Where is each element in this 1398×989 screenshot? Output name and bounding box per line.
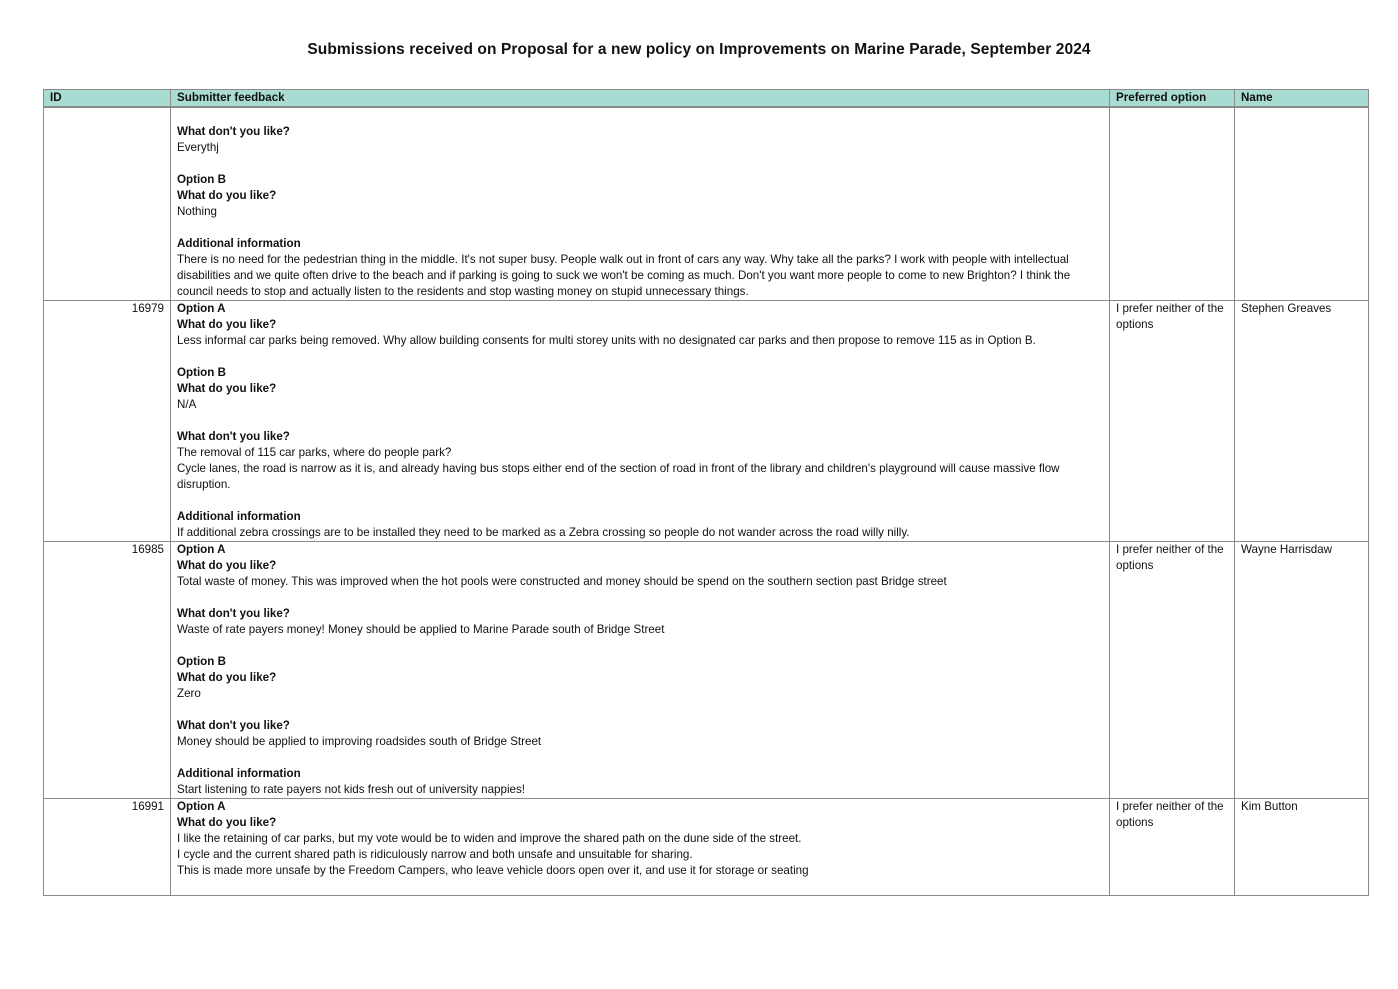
- preferred-option: [1110, 107, 1235, 301]
- table-header-row: [44, 90, 1369, 108]
- feedback-text: Waste of rate payers money! Money should be applied to Marine Parade south of Bridge Street: [177, 623, 665, 636]
- feedback-spacer: [177, 108, 1103, 124]
- feedback-text: Total waste of money. This was improved when the hot pools were constructed and money should be spend on the southern section past Bridge street: [177, 575, 947, 588]
- submission-id: 16985: [44, 542, 171, 799]
- submissions-table: [43, 89, 1369, 896]
- submitter-feedback: [171, 799, 1110, 896]
- feedback-text: Less informal car parks being removed. Why allow building consents for multi storey units with no designated car parks and then propose to remove 115 as in Option B.: [177, 334, 1036, 347]
- feedback-heading: Additional information: [177, 767, 301, 780]
- column-header-name: Name: [1235, 90, 1369, 108]
- feedback-heading: What don't you like?: [177, 607, 290, 620]
- feedback-heading: What do you like?: [177, 382, 277, 395]
- feedback-heading: Option A: [177, 543, 226, 556]
- submitter-feedback: [171, 542, 1110, 799]
- feedback-spacer: [177, 493, 1103, 509]
- table-row: [44, 542, 1369, 799]
- table-body: [44, 107, 1369, 896]
- feedback-heading: Option B: [177, 173, 226, 186]
- feedback-spacer: [177, 413, 1103, 429]
- feedback-heading: Option A: [177, 302, 226, 315]
- feedback-text: There is no need for the pedestrian thing in the middle. It's not super busy. People walk out in front of cars any way. Why take all the parks? I work with people with intellectual disabilities and we quite often drive to the beach and if parking is going to suck we won't be coming as much. Don't you want more people to come to new Brighton? I think the council needs to stop and actually listen to the residents and stop wasting money on stupid unnecessary things.: [177, 253, 1071, 298]
- feedback-text: N/A: [177, 398, 197, 411]
- submission-id: 16991: [44, 799, 171, 896]
- feedback-text: This is made more unsafe by the Freedom Campers, who leave vehicle doors open over it, and use it for storage or seating: [177, 864, 809, 877]
- feedback-spacer: [177, 638, 1103, 654]
- feedback-heading: What do you like?: [177, 671, 277, 684]
- feedback-text: Zero: [177, 687, 201, 700]
- feedback-text: The removal of 115 car parks, where do people park?: [177, 446, 452, 459]
- feedback-heading: What don't you like?: [177, 430, 290, 443]
- column-header-id: ID: [44, 90, 171, 108]
- feedback-heading: What don't you like?: [177, 125, 290, 138]
- feedback-heading: Additional information: [177, 510, 301, 523]
- submitter-name: Kim Button: [1235, 799, 1369, 896]
- feedback-spacer: [177, 156, 1103, 172]
- feedback-spacer: [177, 590, 1103, 606]
- preferred-option: I prefer neither of the options: [1110, 542, 1235, 799]
- table-row: [44, 799, 1369, 896]
- feedback-heading: What don't you like?: [177, 719, 290, 732]
- feedback-heading: What do you like?: [177, 318, 277, 331]
- feedback-heading: What do you like?: [177, 189, 277, 202]
- feedback-text: Money should be applied to improving roadsides south of Bridge Street: [177, 735, 542, 748]
- feedback-heading: Additional information: [177, 237, 301, 250]
- feedback-spacer: [177, 349, 1103, 365]
- submitter-feedback: [171, 301, 1110, 542]
- submitter-name: Stephen Greaves: [1235, 301, 1369, 542]
- feedback-spacer: [177, 750, 1103, 766]
- submission-id: 16979: [44, 301, 171, 542]
- feedback-heading: Option B: [177, 366, 226, 379]
- feedback-heading: What do you like?: [177, 816, 277, 829]
- feedback-heading: What do you like?: [177, 559, 277, 572]
- feedback-text: Nothing: [177, 205, 217, 218]
- table-row: [44, 301, 1369, 542]
- feedback-heading: Option B: [177, 655, 226, 668]
- feedback-text: Start listening to rate payers not kids fresh out of university nappies!: [177, 783, 525, 796]
- feedback-spacer: [177, 702, 1103, 718]
- feedback-text: Everythj: [177, 141, 219, 154]
- feedback-text: Cycle lanes, the road is narrow as it is, and already having bus stops either end of the section of road in front of the library and children's playground will cause massive flow disruption.: [177, 462, 1060, 491]
- feedback-text: I cycle and the current shared path is ridiculously narrow and both unsafe and unsuitable for sharing.: [177, 848, 693, 861]
- submitter-name: [1235, 107, 1369, 301]
- preferred-option: I prefer neither of the options: [1110, 301, 1235, 542]
- feedback-text: I like the retaining of car parks, but my vote would be to widen and improve the shared path on the dune side of the street.: [177, 832, 802, 845]
- row-bottom-padding: [177, 879, 1103, 895]
- feedback-text: If additional zebra crossings are to be installed they need to be marked as a Zebra crossing so people do not wander across the road willy nilly.: [177, 526, 910, 539]
- submission-id: [44, 107, 171, 301]
- submitter-name: Wayne Harrisdaw: [1235, 542, 1369, 799]
- preferred-option: I prefer neither of the options: [1110, 799, 1235, 896]
- submitter-feedback: [171, 107, 1110, 301]
- feedback-heading: Option A: [177, 800, 226, 813]
- table-row: [44, 107, 1369, 301]
- page-title: Submissions received on Proposal for a new policy on Improvements on Marine Parade, September 2024: [307, 41, 1091, 58]
- feedback-spacer: [177, 220, 1103, 236]
- column-header-preferred-option: Preferred option: [1110, 90, 1235, 108]
- column-header-feedback: Submitter feedback: [171, 90, 1110, 108]
